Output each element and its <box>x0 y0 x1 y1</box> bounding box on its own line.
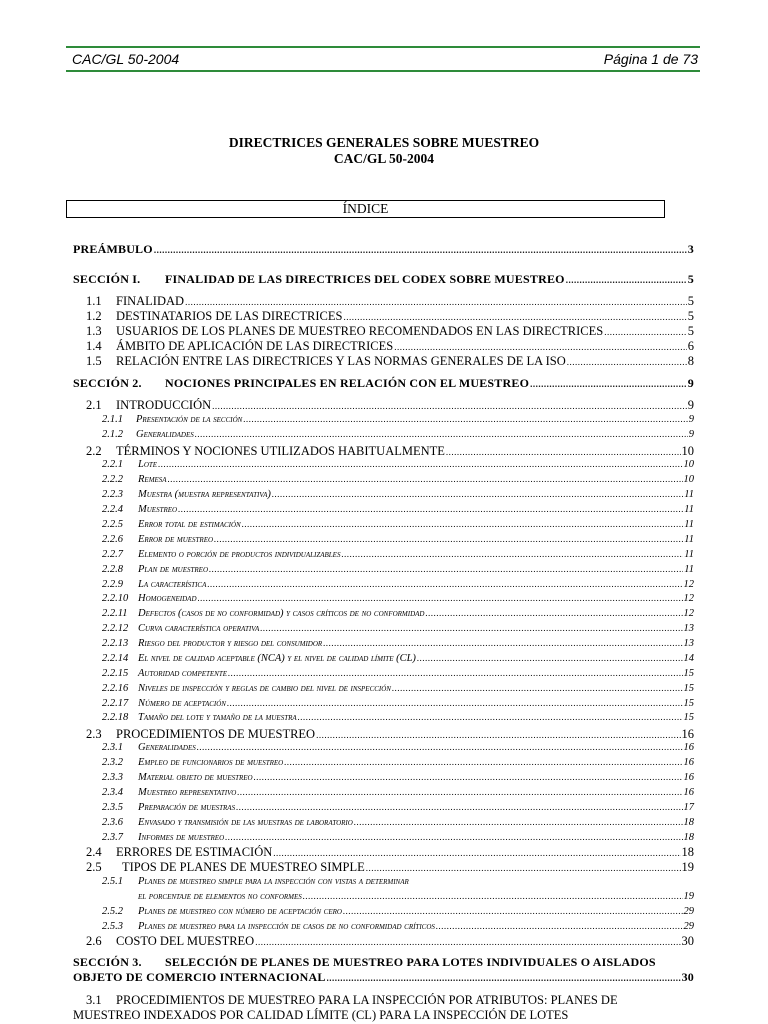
toc-entry-title: Generalidades <box>138 742 196 753</box>
toc-entry-number: 2.2 <box>86 444 102 458</box>
toc-entry-title-cont: MUESTREO INDEXADOS POR CALIDAD LÍMITE (CL) PARA LA INSPECCIÓN DE LOTES <box>73 1008 569 1022</box>
toc-entry-page: 13 <box>683 638 694 649</box>
toc-entry-continuation[interactable] <box>73 970 694 985</box>
toc-entry-title: Muestra (muestra representativa) <box>138 489 271 500</box>
toc-entry[interactable] <box>102 921 694 932</box>
toc-entry-page: 16 <box>683 787 694 798</box>
toc-entry-number: 2.3 <box>86 727 102 741</box>
toc-entry-title: Generalidades <box>136 429 194 440</box>
toc-dot-leader <box>237 787 682 798</box>
document-title: DIRECTRICES GENERALES SOBRE MUESTREO <box>228 135 540 150</box>
toc-entry-number: 2.1 <box>86 398 102 412</box>
toc-entry-title: La característica <box>138 579 207 590</box>
toc-dot-leader <box>158 459 682 470</box>
toc-dot-leader <box>273 845 680 860</box>
toc-entry[interactable] <box>102 817 694 828</box>
toc-entry-page: 16 <box>683 772 694 783</box>
toc-dot-leader <box>323 638 682 649</box>
toc-dot-leader <box>394 339 687 354</box>
toc-entry-title: Remesa <box>138 474 167 485</box>
toc-dot-leader <box>168 474 683 485</box>
toc-dot-leader <box>243 414 687 425</box>
toc-entry-page: 13 <box>683 623 694 634</box>
toc-dot-leader <box>195 429 688 440</box>
toc-entry-number: 2.2.10 <box>102 593 129 604</box>
toc-entry-number: 2.5 <box>86 860 102 874</box>
toc-dot-leader <box>341 549 683 560</box>
toc-entry-title: Planes de muestreo simple para la inspección con vistas a determinar <box>138 876 409 887</box>
toc-entry-number: 2.2.8 <box>102 564 123 575</box>
toc-entry-title-cont: OBJETO DE COMERCIO INTERNACIONAL <box>73 970 326 984</box>
toc-dot-leader <box>343 309 686 324</box>
toc-entry-page: 14 <box>683 653 694 664</box>
toc-entry[interactable] <box>102 534 694 545</box>
toc-entry-title: TIPOS DE PLANES DE MUESTREO SIMPLE <box>122 860 365 874</box>
document-subtitle: CAC/GL 50-2004 <box>333 151 435 166</box>
toc-entry[interactable] <box>73 242 694 257</box>
toc-dot-leader <box>198 593 683 604</box>
toc-entry-title: NOCIONES PRINCIPALES EN RELACIÓN CON EL MUESTREO <box>165 376 530 390</box>
toc-entry-title: Lote <box>138 459 158 470</box>
toc-entry-page: 16 <box>681 727 694 741</box>
toc-dot-leader <box>214 534 683 545</box>
toc-entry[interactable] <box>102 772 694 783</box>
toc-entry-title: Planes de muestreo para la inspección de casos de no conformidad críticos <box>138 921 435 932</box>
toc-dot-leader <box>284 757 682 768</box>
toc-entry-page: 9 <box>688 429 694 440</box>
toc-entry[interactable] <box>86 309 694 324</box>
toc-entry[interactable] <box>86 993 694 1008</box>
toc-entry-page: 15 <box>683 668 694 679</box>
toc-dot-leader <box>197 742 683 753</box>
toc-entry[interactable] <box>86 727 694 742</box>
toc-entry-number: SECCIÓN 3. <box>73 955 142 969</box>
toc-dot-leader <box>566 272 687 287</box>
toc-entry-number: 2.5.1 <box>102 876 123 887</box>
toc-entry[interactable] <box>102 623 694 634</box>
toc-dot-leader <box>327 970 681 985</box>
toc-entry-number: 2.2.14 <box>102 653 129 664</box>
toc-entry-title: Muestreo representativo <box>138 787 237 798</box>
toc-entry-number: 2.3.2 <box>102 757 123 768</box>
toc-entry[interactable] <box>102 757 694 768</box>
toc-entry-title: Error total de estimación <box>138 519 241 530</box>
toc-dot-leader <box>567 354 687 369</box>
toc-entry-number: 2.2.2 <box>102 474 123 485</box>
toc-entry-number: 2.2.6 <box>102 534 123 545</box>
toc-entry-page: 11 <box>684 549 694 560</box>
toc-dot-leader <box>343 906 683 917</box>
toc-entry[interactable] <box>102 414 694 425</box>
toc-dot-leader <box>530 376 687 391</box>
toc-entry[interactable] <box>86 444 694 459</box>
toc-dot-leader <box>255 934 680 949</box>
toc-entry-number: 2.2.15 <box>102 668 129 679</box>
toc-entry-number: 2.2.11 <box>102 608 128 619</box>
toc-entry[interactable] <box>102 832 694 843</box>
toc-entry-page: 18 <box>683 832 694 843</box>
page-header <box>66 46 700 72</box>
toc-entry-number: 2.2.7 <box>102 549 123 560</box>
toc-entry-number: 2.2.18 <box>102 712 129 723</box>
toc-entry-number: 2.3.5 <box>102 802 123 813</box>
toc-entry[interactable] <box>102 429 694 440</box>
toc-entry-page: 5 <box>687 324 694 338</box>
toc-entry-title: DESTINATARIOS DE LAS DIRECTRICES <box>116 309 343 323</box>
toc-entry-page: 5 <box>687 309 694 323</box>
toc-entry-number: 2.3.3 <box>102 772 123 783</box>
toc-entry-page: 5 <box>687 272 694 286</box>
toc-entry-title: PROCEDIMIENTOS DE MUESTREO PARA LA INSPECCIÓN POR ATRIBUTOS: PLANES DE <box>116 993 618 1007</box>
toc-entry-page: 29 <box>683 906 694 917</box>
toc-entry-page: 29 <box>683 921 694 932</box>
toc-entry[interactable] <box>86 398 694 413</box>
toc-entry-number: 2.2.5 <box>102 519 123 530</box>
toc-entry-number: SECCIÓN I. <box>73 272 141 286</box>
toc-dot-leader <box>207 579 682 590</box>
toc-entry[interactable] <box>86 354 694 369</box>
toc-entry-page: 12 <box>683 579 694 590</box>
toc-entry-title: Presentación de la sección <box>136 414 243 425</box>
toc-entry-page: 12 <box>683 608 694 619</box>
toc-entry-page: 10 <box>683 474 694 485</box>
toc-entry-title: Empleo de funcionarios de muestreo <box>138 757 284 768</box>
toc-entry-number: 1.3 <box>86 324 102 338</box>
toc-entry-page: 11 <box>684 519 694 530</box>
toc-entry-title: COSTO DEL MUESTREO <box>116 934 255 948</box>
toc-entry-page: 19 <box>683 891 694 902</box>
toc-entry[interactable] <box>102 638 694 649</box>
toc-entry-page: 30 <box>681 934 694 948</box>
toc-entry[interactable] <box>102 593 694 604</box>
toc-dot-leader <box>366 860 681 875</box>
toc-entry-number: 1.4 <box>86 339 102 353</box>
toc-entry-title-cont: el porcentaje de elementos no conformes <box>138 891 302 902</box>
toc-entry-title: Envasado y transmisión de las muestras de laboratorio <box>138 817 353 828</box>
toc-entry[interactable] <box>102 564 694 575</box>
toc-entry-title: USUARIOS DE LOS PLANES DE MUESTREO RECOMENDADOS EN LAS DIRECTRICES <box>116 324 604 338</box>
toc-entry-number: 2.3.6 <box>102 817 123 828</box>
toc-entry-number: 2.2.12 <box>102 623 129 634</box>
toc-entry-page: 30 <box>681 970 694 984</box>
toc-entry-number: 2.2.9 <box>102 579 123 590</box>
toc-entry-page: 3 <box>687 242 694 256</box>
toc-entry-title: Muestreo <box>138 504 178 515</box>
toc-dot-leader <box>185 294 687 309</box>
toc-entry-page: 10 <box>683 459 694 470</box>
toc-entry-page: 16 <box>683 757 694 768</box>
toc-entry[interactable] <box>86 324 694 339</box>
toc-entry[interactable] <box>102 787 694 798</box>
toc-entry-page: 15 <box>683 698 694 709</box>
toc-entry-page: 9 <box>687 398 694 412</box>
toc-entry-page: 5 <box>687 294 694 308</box>
toc-entry-title: Riesgo del productor y riesgo del consumidor <box>138 638 323 649</box>
toc-entry-number: 2.5.2 <box>102 906 123 917</box>
toc-dot-leader <box>354 817 683 828</box>
toc-entry-number: 1.1 <box>86 294 102 308</box>
toc-entry[interactable] <box>102 489 694 500</box>
toc-entry[interactable] <box>102 683 694 694</box>
toc-entry-title: INTRODUCCIÓN <box>116 398 212 412</box>
toc-entry-number: 3.1 <box>86 993 102 1007</box>
toc-dot-leader <box>316 727 680 742</box>
toc-entry-number: 1.2 <box>86 309 102 323</box>
toc-entry-page: 15 <box>683 712 694 723</box>
toc-entry-number: 1.5 <box>86 354 102 368</box>
toc-entry-title: FINALIDAD DE LAS DIRECTRICES DEL CODEX SOBRE MUESTREO <box>165 272 565 286</box>
toc-entry[interactable] <box>102 653 694 664</box>
toc-dot-leader <box>225 832 682 843</box>
toc-dot-leader <box>227 698 683 709</box>
toc-dot-leader <box>425 608 682 619</box>
toc-entry[interactable] <box>102 802 694 813</box>
toc-entry-page: 8 <box>687 354 694 368</box>
toc-entry-page: 11 <box>684 504 694 515</box>
toc-entry-number: 2.3.7 <box>102 832 123 843</box>
toc-entry-title: ERRORES DE ESTIMACIÓN <box>116 845 273 859</box>
toc-entry-title: Número de aceptación <box>138 698 226 709</box>
toc-entry-continuation[interactable] <box>138 891 694 902</box>
toc-dot-leader <box>254 772 683 783</box>
toc-entry-number: 2.2.17 <box>102 698 129 709</box>
toc-dot-leader <box>228 668 682 679</box>
toc-entry-number: 2.3.1 <box>102 742 123 753</box>
toc-entry-number: 2.5.3 <box>102 921 123 932</box>
toc-entry-title: Error de muestreo <box>138 534 214 545</box>
toc-entry-number: 2.1.1 <box>102 414 123 425</box>
toc-entry-title: Autoridad competente <box>138 668 228 679</box>
toc-entry[interactable] <box>102 906 694 917</box>
toc-entry-number: SECCIÓN 2. <box>73 376 142 390</box>
toc-entry-page: 6 <box>687 339 694 353</box>
page-number: Página 1 de 73 <box>603 51 698 67</box>
toc-entry[interactable] <box>102 742 694 753</box>
toc-entry[interactable] <box>86 845 694 860</box>
toc-entry-number: 2.2.16 <box>102 683 129 694</box>
toc-dot-leader <box>446 444 681 459</box>
toc-entry-title: Homogeneidad <box>138 593 197 604</box>
toc-entry[interactable] <box>86 860 694 875</box>
toc-entry-page: 9 <box>688 414 694 425</box>
toc-entry-title: PROCEDIMIENTOS DE MUESTREO <box>116 727 316 741</box>
toc-entry-page: 19 <box>681 860 694 874</box>
toc-dot-leader <box>242 519 684 530</box>
toc-entry-number: 2.2.1 <box>102 459 123 470</box>
toc-entry[interactable] <box>86 934 694 949</box>
toc-entry-page: 10 <box>681 444 694 458</box>
toc-dot-leader <box>154 242 687 257</box>
toc-entry-title: RELACIÓN ENTRE LAS DIRECTRICES Y LAS NORMAS GENERALES DE LA ISO <box>116 354 566 368</box>
toc-entry-page: 17 <box>683 802 694 813</box>
toc-entry[interactable] <box>86 339 694 354</box>
toc-entry[interactable] <box>102 549 694 560</box>
toc-dot-leader <box>236 802 682 813</box>
toc-entry-page: 18 <box>683 817 694 828</box>
toc-entry-number: 2.2.4 <box>102 504 123 515</box>
toc-entry[interactable] <box>86 294 694 309</box>
toc-entry[interactable] <box>102 519 694 530</box>
toc-entry-page: 12 <box>683 593 694 604</box>
toc-entry-title: El nivel de calidad aceptable (NCA) y el nivel de calidad límite (CL) <box>138 653 416 664</box>
toc-entry-page: 11 <box>684 489 694 500</box>
toc-entry-page: 18 <box>681 845 694 859</box>
toc-entry-title: FINALIDAD <box>116 294 185 308</box>
toc-entry[interactable] <box>102 459 694 470</box>
toc-dot-leader <box>178 504 683 515</box>
index-heading: ÍNDICE <box>66 200 665 218</box>
toc-entry-title: Tamaño del lote y tamaño de la muestra <box>138 712 297 723</box>
toc-dot-leader <box>272 489 683 500</box>
toc-entry[interactable] <box>73 272 694 287</box>
toc-entry-title: Plan de muestreo <box>138 564 208 575</box>
toc-entry-number: 2.1.2 <box>102 429 123 440</box>
toc-dot-leader <box>436 921 683 932</box>
toc-entry[interactable] <box>102 876 694 887</box>
toc-dot-leader <box>209 564 683 575</box>
toc-entry-title: Informes de muestreo <box>138 832 225 843</box>
toc-entry[interactable] <box>102 474 694 485</box>
toc-entry-number: 2.2.3 <box>102 489 123 500</box>
toc-dot-leader <box>212 398 687 413</box>
toc-entry-number: 2.3.4 <box>102 787 123 798</box>
toc-entry[interactable] <box>102 608 694 619</box>
toc-entry-title: ÁMBITO DE APLICACIÓN DE LAS DIRECTRICES <box>116 339 394 353</box>
toc-entry-title: Material objeto de muestreo <box>138 772 253 783</box>
toc-entry[interactable] <box>102 668 694 679</box>
toc-entry-number: 2.2.13 <box>102 638 129 649</box>
toc-entry-page: 9 <box>687 376 694 390</box>
toc-entry-number: PREÁMBULO <box>73 242 153 256</box>
toc-entry-title: Niveles de inspección y reglas de cambio del nivel de inspección <box>138 683 391 694</box>
toc-entry-title: Curva característica operativa <box>138 623 260 634</box>
toc-entry[interactable] <box>102 698 694 709</box>
toc-dot-leader <box>303 891 683 902</box>
toc-entry-page: 16 <box>683 742 694 753</box>
toc-entry-title: Planes de muestreo con número de aceptación cero <box>138 906 342 917</box>
toc-entry-title: SELECCIÓN DE PLANES DE MUESTREO PARA LOTES INDIVIDUALES O AISLADOS <box>165 955 656 969</box>
toc-entry[interactable] <box>102 504 694 515</box>
toc-entry-title: TÉRMINOS Y NOCIONES UTILIZADOS HABITUALMENTE <box>116 444 445 458</box>
toc-dot-leader <box>417 653 683 664</box>
toc-entry-title: Elemento o porción de productos individualizables <box>138 549 341 560</box>
toc-entry[interactable] <box>73 376 694 391</box>
toc-entry-page: 15 <box>683 683 694 694</box>
document-code: CAC/GL 50-2004 <box>72 51 180 67</box>
toc-entry[interactable] <box>102 712 694 723</box>
toc-entry-page: 11 <box>684 534 694 545</box>
toc-dot-leader <box>298 712 683 723</box>
toc-entry[interactable] <box>102 579 694 590</box>
toc-entry-number: 2.6 <box>86 934 102 948</box>
toc-dot-leader <box>260 623 682 634</box>
toc-entry-number: 2.4 <box>86 845 102 859</box>
toc-dot-leader <box>392 683 683 694</box>
toc-entry-page: 11 <box>684 564 694 575</box>
toc-dot-leader <box>604 324 687 339</box>
toc-entry-title: Defectos (casos de no conformidad) y casos críticos de no conformidad <box>138 608 425 619</box>
toc-entry-continuation[interactable] <box>73 1008 694 1023</box>
toc-entry-title: Preparación de muestras <box>138 802 236 813</box>
toc-entry[interactable] <box>73 955 694 970</box>
